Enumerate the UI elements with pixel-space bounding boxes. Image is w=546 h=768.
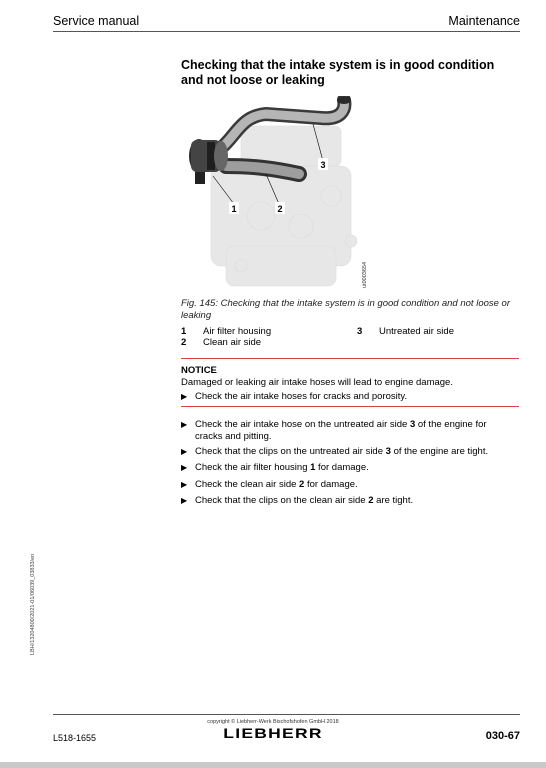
- legend-number: 2: [181, 337, 187, 348]
- step-text: Check that the clips on the clean air side 2 are tight.: [195, 495, 414, 506]
- intake-system-figure: [181, 96, 371, 294]
- arrow-bullet-icon: ▶: [181, 447, 188, 456]
- page-title: Checking that the intake system is in good condition and not loose or leaking: [181, 58, 495, 87]
- arrow-bullet-icon: ▶: [181, 480, 188, 489]
- bottom-edge-bar: [0, 762, 546, 768]
- footer-divider: [53, 714, 520, 715]
- notice-title: NOTICE: [181, 365, 217, 376]
- legend-row: [181, 326, 511, 337]
- legend-number: 3: [357, 326, 363, 337]
- step-text: Check that the clips on the untreated air side 3 of the engine are tight.: [195, 446, 489, 457]
- arrow-bullet-icon: ▶: [181, 392, 188, 401]
- legend-label: Clean air side: [203, 337, 262, 348]
- step-text: Check the air filter housing 1 for damage.: [195, 462, 369, 473]
- step-item: [181, 495, 516, 507]
- notice-bottom-divider: [181, 406, 519, 407]
- step-item: [181, 462, 516, 474]
- arrow-bullet-icon: ▶: [181, 496, 188, 505]
- header-section-title: Maintenance: [448, 14, 520, 28]
- figure-legend: [181, 326, 511, 348]
- arrow-bullet-icon: ▶: [181, 420, 188, 429]
- notice-action-text: Check the air intake hoses for cracks and porosity.: [195, 391, 408, 402]
- callout-2: 2: [277, 204, 283, 214]
- model-code: L518-1655: [53, 733, 97, 743]
- callout-1: 1: [231, 204, 237, 214]
- figure-caption: Fig. 145: Checking that the intake system is in good condition and not loose or leaking: [181, 298, 511, 321]
- legend-label: Untreated air side: [379, 326, 454, 337]
- notice-top-divider: [181, 358, 519, 359]
- step-text: Check the air intake hose on the untreated air side 3 of the engine for cracks and pitting.: [195, 419, 487, 442]
- copyright-notice: copyright © Liebherr-Werk Bischofshofen GmbH 2018: [207, 719, 339, 725]
- legend-label: Air filter housing: [203, 326, 272, 337]
- step-text: Check the clean air side 2 for damage.: [195, 479, 358, 490]
- figure-code: ut0003654: [362, 262, 368, 288]
- callout-3: 3: [320, 160, 326, 170]
- step-item: [181, 479, 516, 491]
- legend-row: [181, 337, 511, 348]
- brand-logo: LIEBHERR: [223, 725, 323, 741]
- document-code: LBH/13204800/2021-01/06039_03833/en: [30, 553, 36, 655]
- notice-action: [181, 391, 516, 403]
- step-item: [181, 419, 516, 443]
- engine-illustration: [181, 96, 371, 294]
- header-manual-title: Service manual: [53, 14, 140, 28]
- notice-text: Damaged or leaking air intake hoses will lead to engine damage.: [181, 377, 453, 388]
- header-divider: [53, 31, 520, 32]
- legend-number: 1: [181, 326, 187, 337]
- arrow-bullet-icon: ▶: [181, 463, 188, 472]
- page-number: 030-67: [485, 730, 520, 742]
- step-item: [181, 446, 516, 458]
